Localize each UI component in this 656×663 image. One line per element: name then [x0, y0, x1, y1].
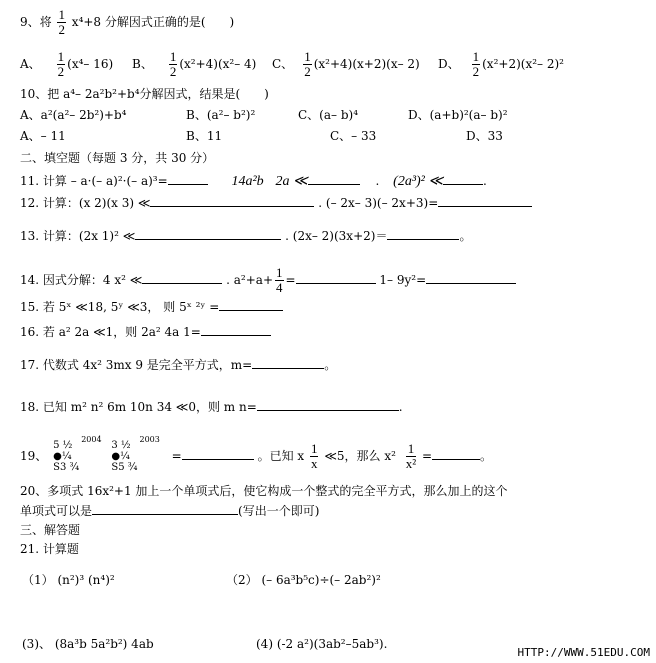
q10-option-c[interactable]: C、(a– b)⁴ — [298, 108, 359, 122]
q10-option-d[interactable]: D、(a+b)²(a– b)² — [408, 108, 508, 122]
answer-blank[interactable] — [168, 172, 208, 185]
q9-option-a[interactable]: A、 $\frac{1}{2}$ (x⁴– 16) — [20, 49, 114, 79]
q10b-option-a[interactable]: A、– 11 — [20, 129, 66, 143]
question-20-line2: 单项式可以是 (写出一个即可) — [20, 504, 320, 518]
answer-blank[interactable] — [135, 227, 281, 240]
garbled-expression-image: 5 ½ ●¼ S3 ¾ — [53, 440, 80, 473]
question-14: 14. 因式分解：4 x² ≪ . a²+a+ $\frac{1}{4}$ = 1– 9y²= — [20, 266, 516, 295]
garbled-expression-image: 3 ½ ●¼ S5 ¾ — [111, 440, 138, 473]
fraction: $\frac{1}{\text{x²}}$ — [405, 441, 417, 471]
question-21-title: 21. 计算题 — [20, 542, 79, 556]
answer-blank[interactable] — [257, 398, 399, 411]
fraction: $\frac{1}{2}$ — [58, 7, 65, 37]
q9-option-b[interactable]: B、 $\frac{1}{2}$ (x²+4)(x²– 4) — [132, 49, 257, 79]
section-title-answer: 三、解答题 — [20, 523, 81, 537]
question-10: 10、把 a⁴– 2a²b²+b⁴分解因式，结果是( ) — [20, 87, 269, 101]
q10b-option-c[interactable]: C、– 33 — [330, 129, 377, 143]
question-18: 18. 已知 m² n² 6m 10n 34 ≪0，则 m n= . — [20, 400, 403, 414]
q10-option-b[interactable]: B、(a²– b²)² — [186, 108, 256, 122]
q10-option-a[interactable]: A、a²(a²– 2b²)+b⁴ — [20, 108, 127, 122]
fraction: $\frac{1}{4}$ — [276, 265, 283, 295]
q21-part-1: （1） (n²)³ (n⁴)² — [22, 573, 115, 587]
answer-blank[interactable] — [92, 502, 238, 515]
answer-blank[interactable] — [182, 447, 254, 460]
fraction: $\frac{1}{x}$ — [310, 441, 318, 471]
fraction: $\frac{1}{2}$ — [169, 49, 177, 79]
q9-option-d[interactable]: D、 $\frac{1}{2}$ (x²+2)(x²– 2)² — [438, 49, 564, 79]
answer-blank[interactable] — [426, 271, 516, 284]
answer-blank[interactable] — [219, 298, 283, 311]
q21-part-2: （2） (– 6a³b⁵c)÷(– 2ab²)² — [226, 573, 381, 587]
answer-blank[interactable] — [438, 194, 532, 207]
question-12: 12. 计算：(x 2)(x 3) ≪ . (– 2x– 3)(– 2x+3)= — [20, 194, 532, 211]
fraction: $\frac{1}{2}$ — [304, 49, 311, 79]
answer-blank[interactable] — [252, 356, 324, 369]
question-19: 19、 5 ½ ●¼ S3 ¾$^{2004}$ 3 ½ ●¼ S5 ¾$^{2003}$ = 。已知 x $\frac{1}{x}$ ≪5，那么 x² $\frac{1}{\text{x²}}$ = 。 — [20, 435, 493, 473]
q10b-option-d[interactable]: D、33 — [466, 129, 503, 143]
footer-url: HTTP://WWW.51EDU.COM — [517, 646, 650, 659]
answer-blank[interactable] — [387, 227, 459, 240]
fraction: $\frac{1}{2}$ — [472, 49, 480, 79]
question-9: 9、将 $\frac{1}{2}$ x⁴+8 分解因式正确的是( ) — [20, 7, 235, 37]
answer-blank[interactable] — [308, 172, 360, 185]
question-13: 13. 计算：(2x 1)² ≪ . (2x– 2)(3x+2)＝ 。 — [20, 229, 472, 243]
q21-part-4: (4) (-2 a²)(3ab²–5ab³). — [256, 637, 388, 651]
answer-blank[interactable] — [443, 172, 483, 185]
answer-blank[interactable] — [142, 271, 222, 284]
q21-part-3: (3)、 (8a³b 5a²b²) 4ab — [22, 637, 154, 651]
answer-blank[interactable] — [150, 194, 314, 207]
section-title-fill-in: 二、填空题（每题 3 分，共 30 分） — [20, 151, 215, 165]
question-11: 11. 计算 – a·(– a)²·(– a)³= 14a²b 2a ≪ . (2a³)² ≪ . — [20, 174, 487, 189]
answer-blank[interactable] — [296, 271, 376, 284]
answer-blank[interactable] — [201, 323, 271, 336]
question-17: 17. 代数式 4x² 3mx 9 是完全平方式，m= 。 — [20, 358, 337, 372]
q10b-option-b[interactable]: B、11 — [186, 129, 223, 143]
fraction: $\frac{1}{2}$ — [57, 49, 65, 79]
question-16: 16. 若 a² 2a ≪1，则 2a² 4a 1= — [20, 323, 271, 340]
question-15: 15. 若 5ˣ ≪18, 5ʸ ≪3， 则 5ˣ ²ʸ = — [20, 298, 283, 315]
question-20: 20、多项式 16x²+1 加上一个单项式后，使它构成一个整式的完全平方式，那么加上的这个 — [20, 484, 508, 498]
q9-option-c[interactable]: C、 $\frac{1}{2}$ (x²+4)(x+2)(x– 2) — [272, 49, 420, 79]
answer-blank[interactable] — [432, 447, 480, 460]
